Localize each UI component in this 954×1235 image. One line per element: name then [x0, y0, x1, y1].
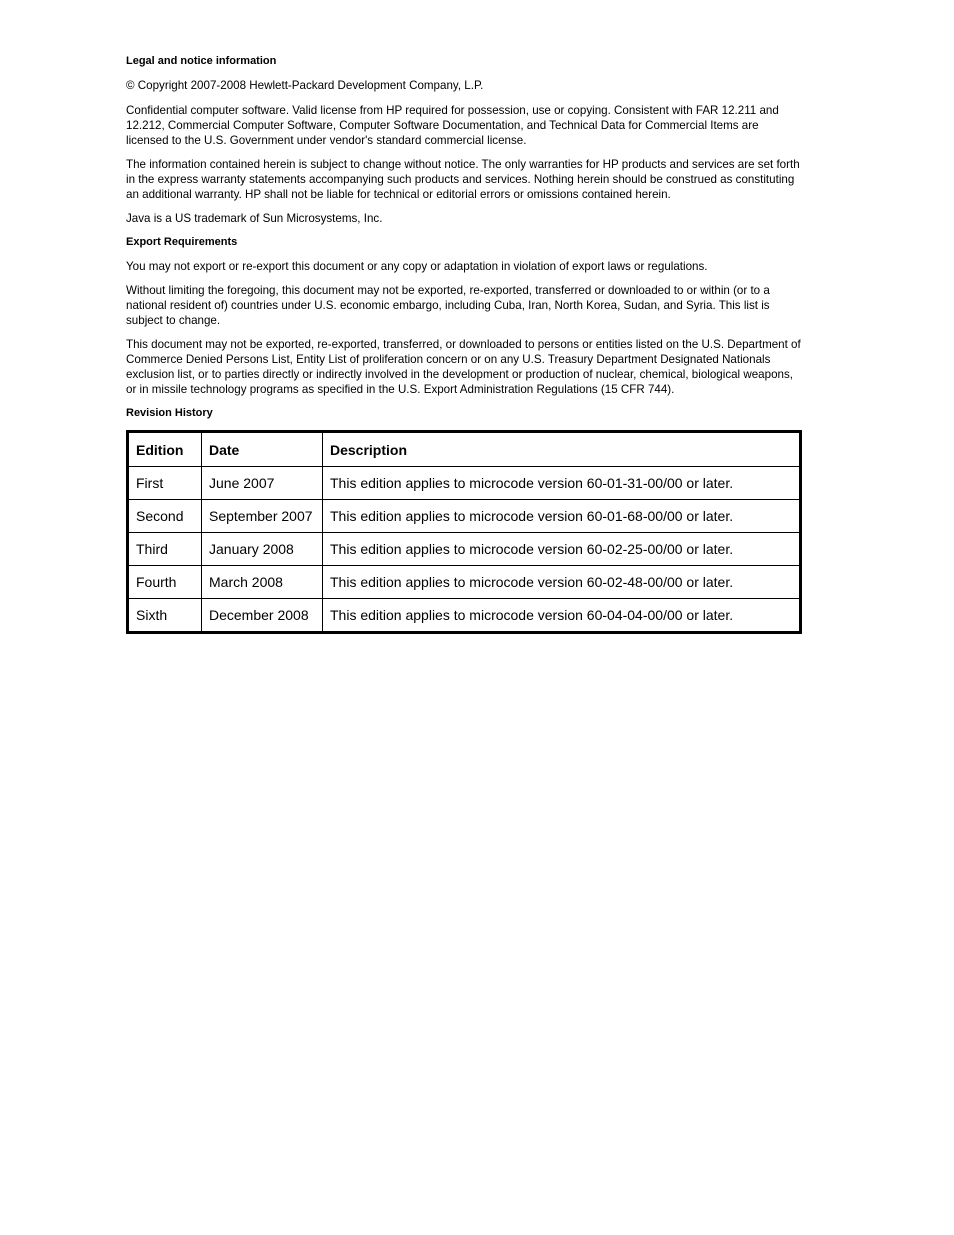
description-cell: This edition applies to microcode version 60-01-31-00/00 or later.: [323, 467, 801, 500]
date-cell: December 2008: [202, 599, 323, 633]
table-row: [128, 566, 801, 599]
column-header-description: Description: [323, 432, 801, 467]
edition-cell: First: [128, 467, 202, 500]
table-row: [128, 533, 801, 566]
edition-cell: Fourth: [128, 566, 202, 599]
confidential-text: Confidential computer software. Valid license from HP required for possession, use or copying. Consistent with FAR 12.211 and 12.212, Commercial Computer Software, Computer Software Documentation, and Technical Data for Commercial Items are licensed to the U.S. Government under vendor's standard commercial license.: [126, 104, 779, 147]
edition-cell: Third: [128, 533, 202, 566]
revision-history-table: [126, 430, 802, 634]
warranty-text: The information contained herein is subject to change without notice. The only warranties for HP products and services are set forth in the express warranty statements accompanying such products and services. Nothing herein should be construed as constituting an additional warranty. HP shall not be liable for technical or editorial errors or omissions contained herein.: [126, 158, 800, 201]
copyright-text: © Copyright 2007-2008 Hewlett-Packard Development Company, L.P.: [126, 79, 484, 92]
date-cell: January 2008: [202, 533, 323, 566]
export-heading: Export Requirements: [126, 236, 238, 248]
description-cell: This edition applies to microcode version 60-02-48-00/00 or later.: [323, 566, 801, 599]
date-cell: September 2007: [202, 500, 323, 533]
table-row: [128, 599, 801, 633]
revision-heading: Revision History: [126, 407, 213, 419]
edition-cell: Sixth: [128, 599, 202, 633]
date-cell: June 2007: [202, 467, 323, 500]
legal-heading: Legal and notice information: [126, 55, 277, 67]
description-cell: This edition applies to microcode version 60-01-68-00/00 or later.: [323, 500, 801, 533]
date-cell: March 2008: [202, 566, 323, 599]
export-paragraph-1: You may not export or re-export this document or any copy or adaptation in violation of export laws or regulations.: [126, 260, 708, 273]
export-paragraph-3: This document may not be exported, re-exported, transferred, or downloaded to persons or entities listed on the U.S. Department of Commerce Denied Persons List, Entity List of proliferation concern or on any U.S. Treasury Department Designated Nationals exclusion list, or to parties directly or indirectly involved in the development or production of nuclear, chemical, biological weapons, or in missile technology programs as specified in the U.S. Export Administration Regulations (15 CFR 744).: [126, 338, 801, 396]
table-header-row: [128, 432, 801, 467]
trademark-text: Java is a US trademark of Sun Microsystems, Inc.: [126, 212, 383, 225]
column-header-edition: Edition: [128, 432, 202, 467]
column-header-date: Date: [202, 432, 323, 467]
table-row: [128, 467, 801, 500]
table-row: [128, 500, 801, 533]
document-page: [126, 54, 802, 634]
description-cell: This edition applies to microcode version 60-02-25-00/00 or later.: [323, 533, 801, 566]
description-cell: This edition applies to microcode version 60-04-04-00/00 or later.: [323, 599, 801, 633]
export-paragraph-2: Without limiting the foregoing, this document may not be exported, re-exported, transferred or downloaded to or within (or to a national resident of) countries under U.S. economic embargo, including Cuba, Iran, North Korea, Sudan, and Syria. This list is subject to change.: [126, 284, 770, 327]
edition-cell: Second: [128, 500, 202, 533]
